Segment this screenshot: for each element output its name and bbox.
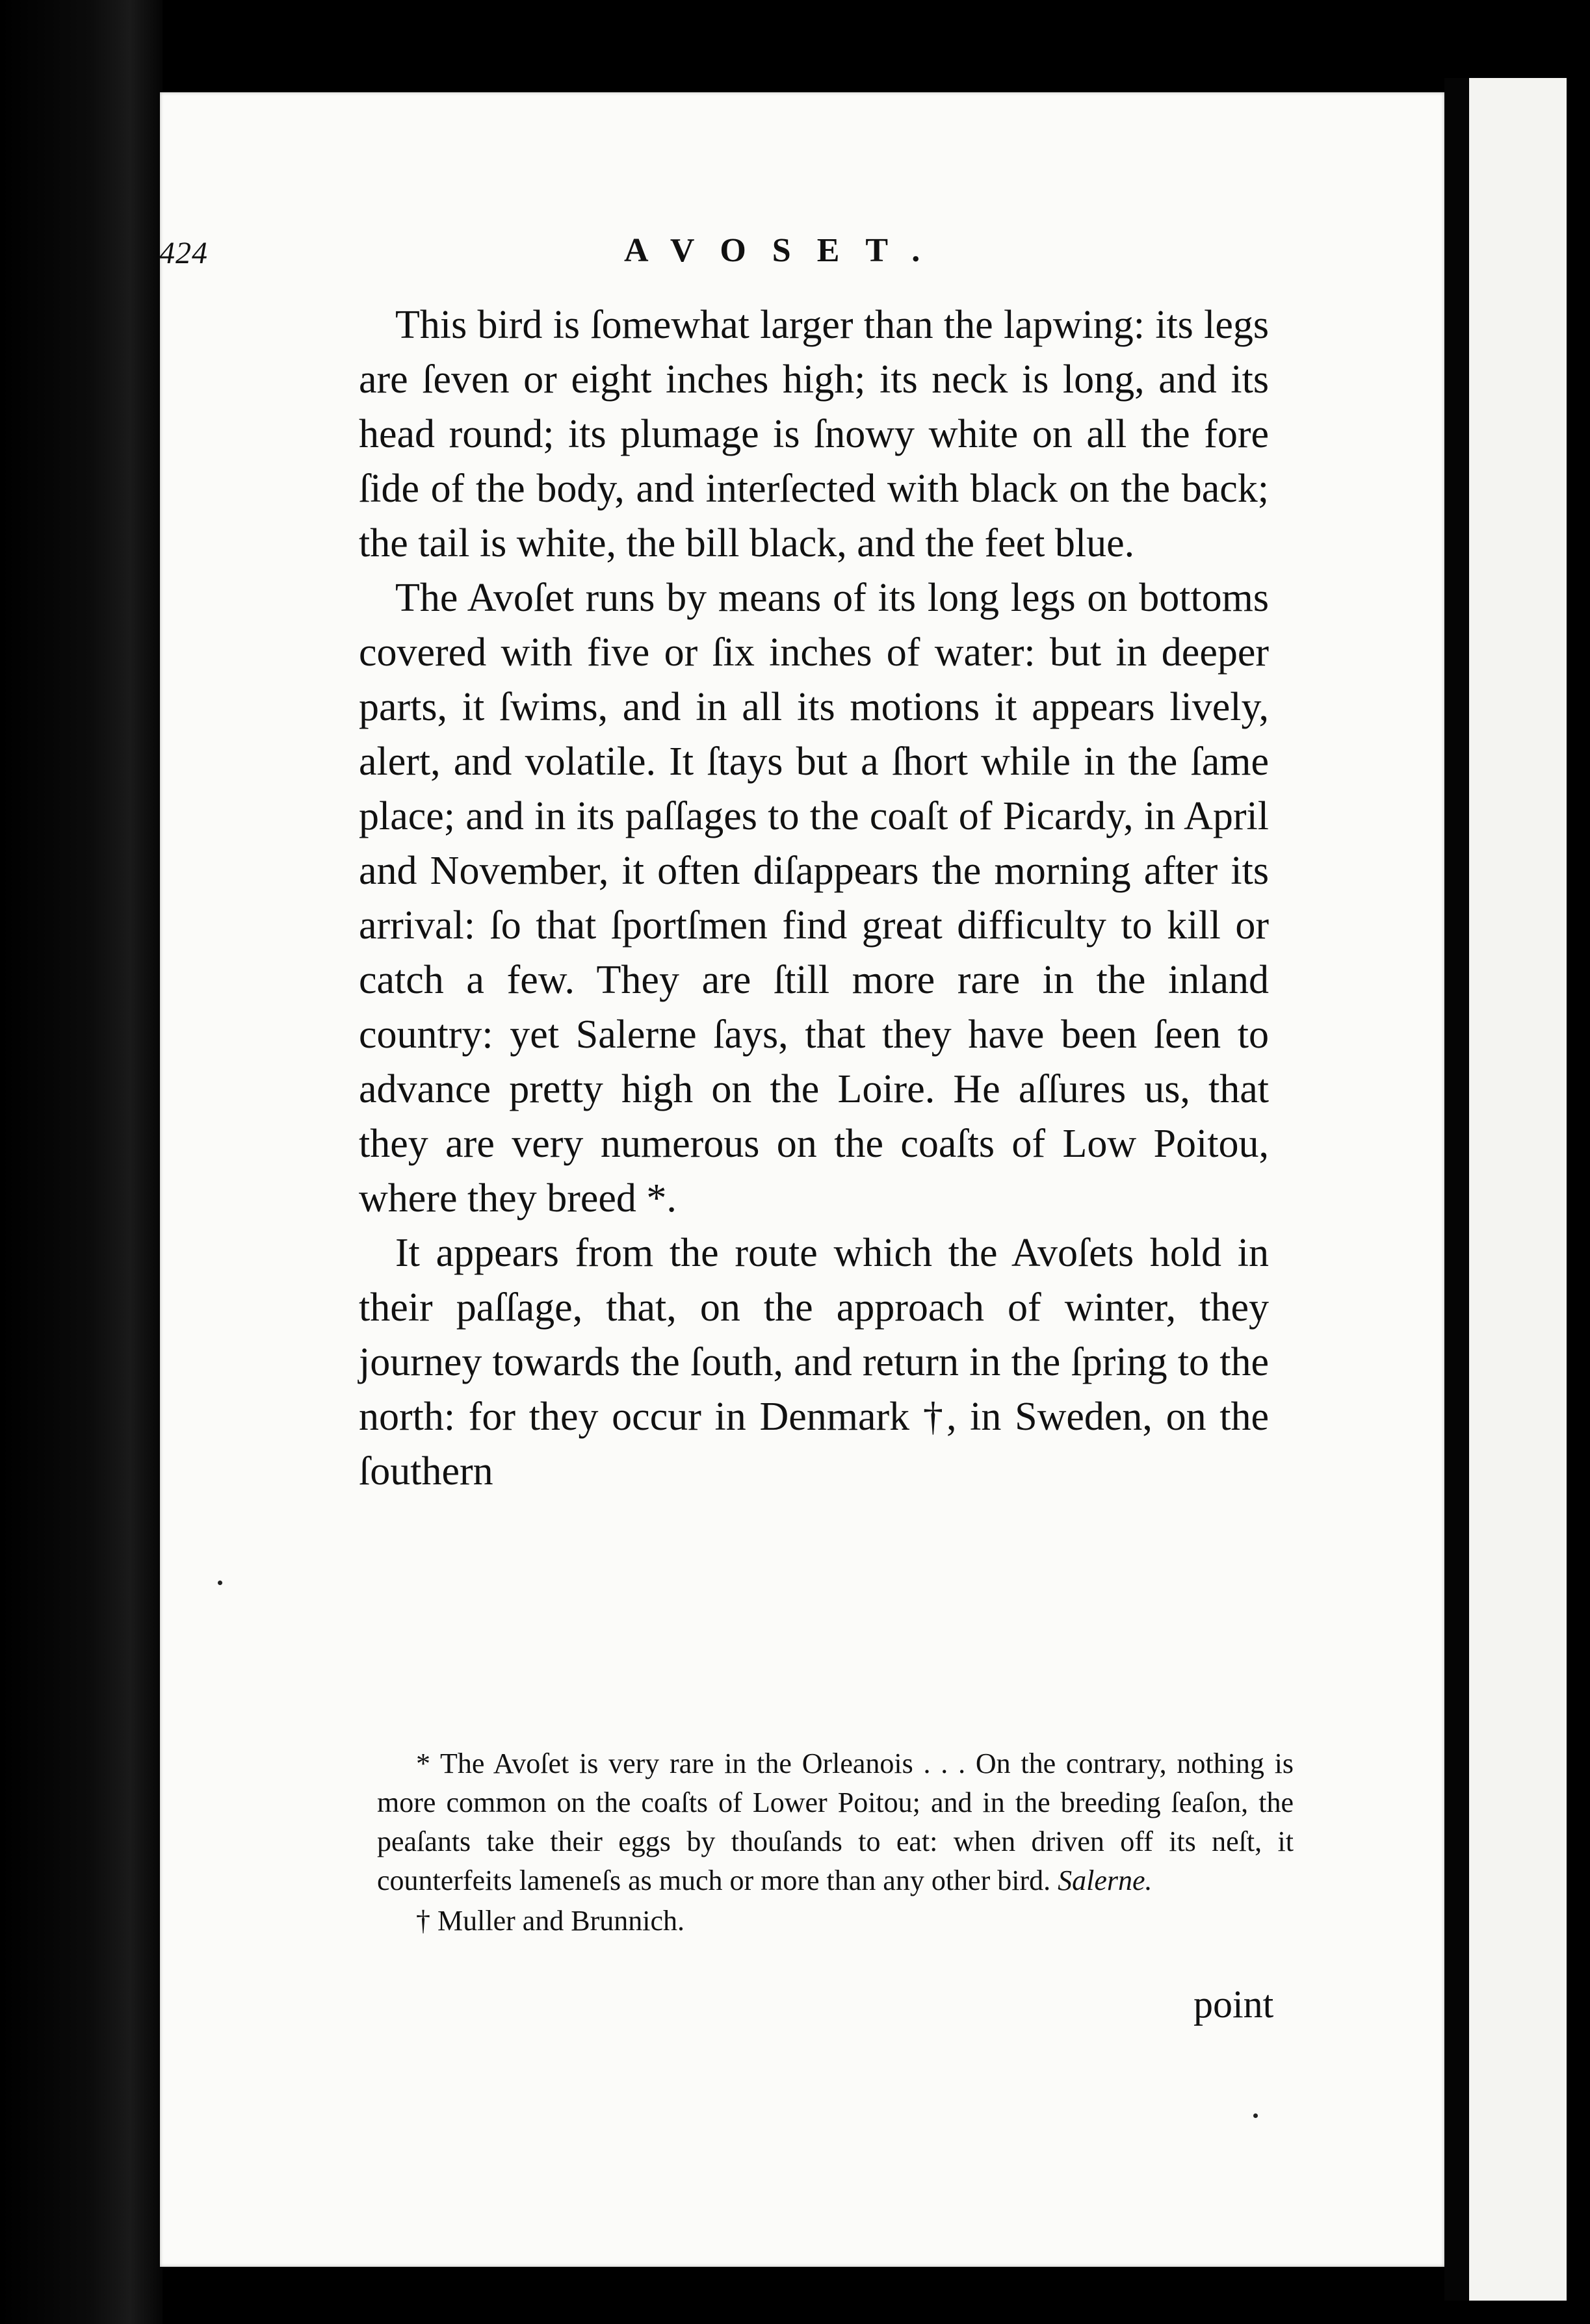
scan-left-border [0,0,163,2324]
scan-speck [218,1581,222,1585]
running-title: AVOSET. [624,232,946,269]
facing-page-edge [1469,78,1567,2301]
scan-right-border [1567,0,1590,2324]
footnote-source: Salerne. [1058,1865,1153,1896]
paragraph: This bird is ſomewhat larger than the lapwing: its legs are ſeven or eight inches high; its neck is long, and its head round; its plumage is ſnowy white on all the fore ſide of the body, and interſected with black on the back; the tail is white, the bill black, and the feet blue. [359,303,1269,565]
catchword: point [1193,1983,1274,2026]
paragraph: It appears from the route which the Avoſets hold in their paſſage, that, on the approach of winter, they journey towards the ſouth, and return in the ſpring to the north: for they occur in Denmark †, in Sweden, on the ſouthern [359,1231,1269,1493]
footnote-text: * The Avoſet is very rare in the Orleanois . . . On the contrary, nothing is more common on the coaſts of Lower Poitou; and in the breeding ſeaſon, the peaſants take their eggs by thouſands to eat: when driven off its neſt, it counterfeits lameneſs as much or more than any other bird. [377,1748,1294,1896]
page-gutter-shadow [1444,78,1469,2301]
footnote-text: † Muller and Brunnich. [416,1905,685,1937]
page-number: 424 [159,236,208,270]
paragraph: The Avoſet runs by means of its long legs on bottoms covered with five or ſix inches of water: but in deeper parts, it ſwims, and in all its motions it appears lively, alert, and volatile. It ſtays but a ſhort while in the ſame place; and in its paſſages to the coaſt of Picardy, in April and November, it often diſappears the morning after its arrival: ſo that ſportſmen find great difficulty to kill or catch a few. They are ſtill more rare in the inland country: yet Salerne ſays, that they have been ſeen to advance pretty high on the Loire. He aſſures us, that they are very numerous on the coaſts of Low Poitou, where they breed *. [359,576,1269,1220]
footnotes [377,1744,1294,1941]
footnote [377,1744,1294,1900]
body-text [359,298,1269,1499]
scan-speck [1253,2113,1258,2118]
footnote [377,1902,1294,1941]
